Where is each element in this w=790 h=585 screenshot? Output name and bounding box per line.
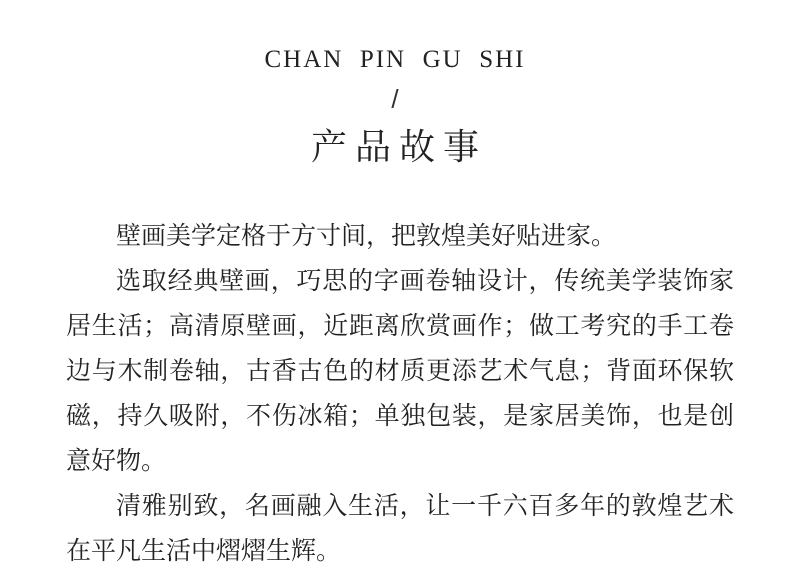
page-title: 产品故事	[310, 127, 487, 168]
story-paragraph-3: 清雅别致，名画融入生活，让一千六百多年的敦煌艺术在平凡生活中熠熠生辉。	[66, 491, 734, 565]
pinyin-heading: CHAN PIN GU SHI	[264, 46, 526, 73]
story-paragraph-2: 选取经典壁画，巧思的字画卷轴设计，传统美学装饰家居生活；高清原壁画，近距离欣赏画作；做工考究的手工卷边与木制卷轴，古香古色的材质更添艺术气息；背面环保软磁，持久吸附，不伤冰箱；单独包装，是家居美饰，也是创意好物。	[66, 266, 734, 475]
story-paragraph-1: 壁画美学定格于方寸间，把敦煌美好贴进家。	[116, 221, 617, 250]
story-body	[66, 213, 734, 573]
slash-divider: /	[391, 84, 399, 114]
